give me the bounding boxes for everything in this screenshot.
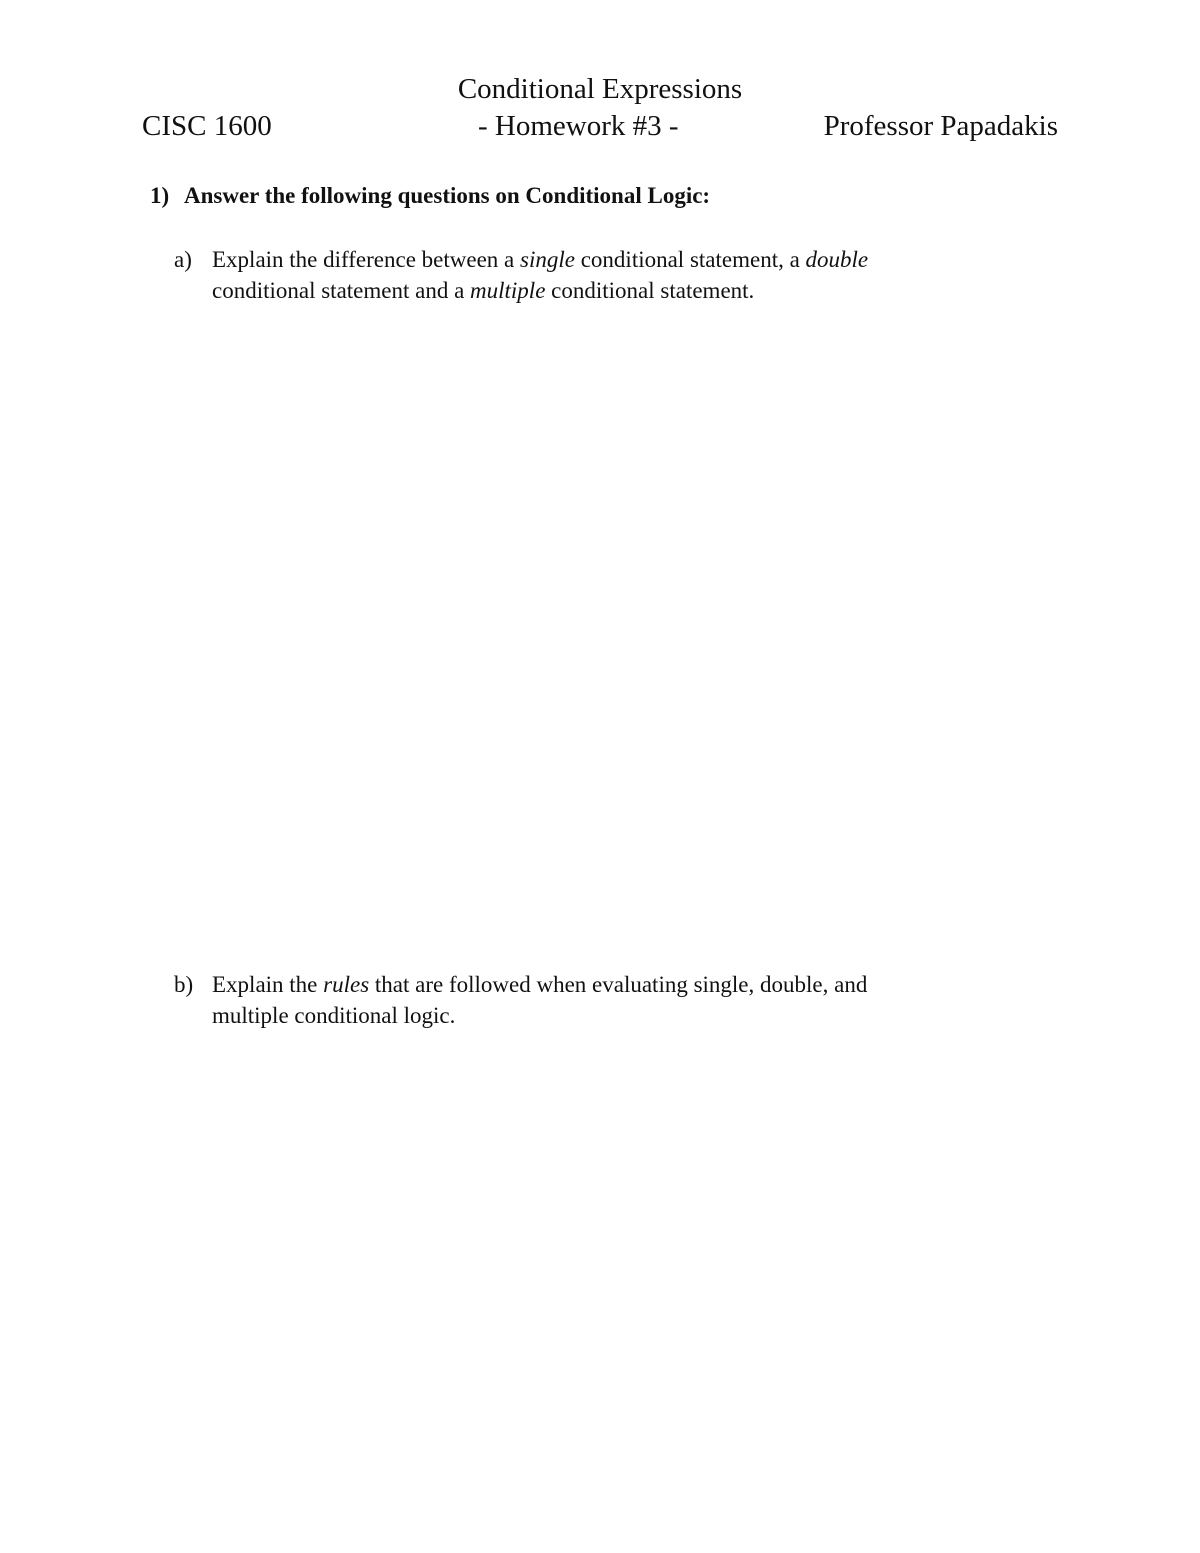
question-a-emphasis-single: single — [520, 247, 575, 272]
question-a-part: conditional statement and a — [212, 278, 471, 303]
question-a-part: Explain the difference between a — [212, 247, 521, 272]
question-b — [174, 969, 1054, 1031]
question-a-part: conditional statement. — [545, 278, 755, 303]
instructor-name: Professor Papadakis — [823, 110, 1058, 142]
question-a-text — [212, 244, 1054, 306]
question-a-emphasis-multiple: multiple — [470, 278, 546, 303]
course-code: CISC 1600 — [142, 110, 272, 142]
question-a — [174, 244, 1054, 306]
document-title: Conditional Expressions — [457, 73, 743, 105]
question-b-part: Explain the — [212, 972, 324, 997]
question-b-text — [212, 969, 1054, 1031]
question-b-emphasis-rules: rules — [323, 972, 370, 997]
section-heading — [150, 181, 1050, 211]
question-b-part-continued: multiple conditional logic. — [212, 1003, 456, 1028]
header-row — [0, 108, 1200, 148]
section-title: Answer the following questions on Conditional Logic: — [184, 183, 711, 208]
question-a-emphasis-double: double — [805, 247, 869, 272]
section-number: 1) — [150, 183, 170, 208]
question-a-part: conditional statement, a — [574, 247, 806, 272]
assignment-label: - Homework #3 - — [478, 110, 679, 142]
question-a-letter: a) — [174, 247, 192, 272]
question-b-part: that are followed when evaluating single, double, and — [369, 972, 868, 997]
question-b-letter: b) — [174, 972, 194, 997]
